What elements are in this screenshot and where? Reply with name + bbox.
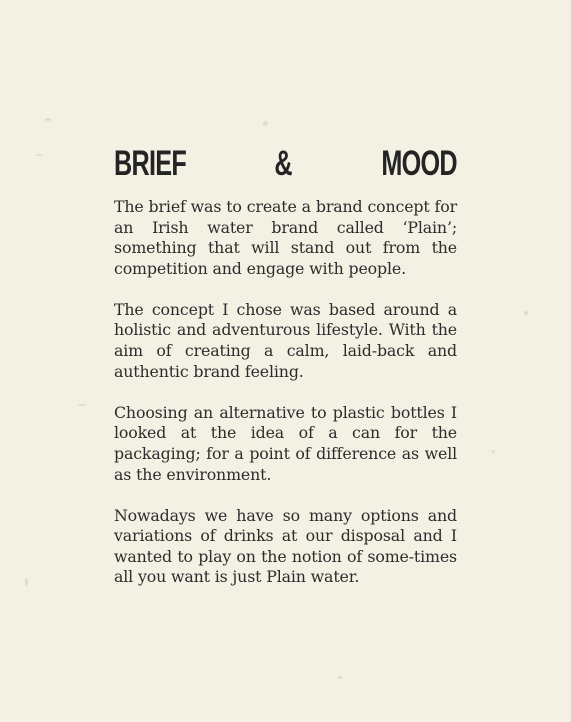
heading-ampersand: &: [274, 144, 292, 183]
paper-speck: [78, 404, 86, 406]
paper-speck: [492, 450, 495, 453]
heading-word-mood: MOOD: [381, 144, 457, 183]
paper-speck: [25, 578, 28, 586]
brief-and-mood-section: [114, 144, 457, 609]
paragraph-notion: Nowadays we have so many options and variations of drinks at our disposal and I wanted to play on the notion of some-times all you want is just Plain water.: [114, 505, 457, 587]
paper-speck: [338, 676, 342, 679]
paragraph-packaging: Choosing an alternative to plastic bottles I looked at the idea of a can for the packaging; for a point of difference as well as the environment.: [114, 402, 457, 484]
paper-speck: [263, 121, 268, 126]
paper-speck: [36, 154, 42, 156]
paper-speck: [524, 311, 528, 315]
section-heading: [114, 144, 457, 183]
paragraph-concept: The concept I chose was based around a holistic and adventurous lifestyle. With the aim of creating a calm, laid-back and authentic brand feeling.: [114, 299, 457, 381]
paper-speck: [45, 118, 51, 121]
paragraph-brief: The brief was to create a brand concept for an Irish water brand called ‘Plain’; something that will stand out from the competition and engage with people.: [114, 197, 457, 278]
heading-word-brief: BRIEF: [114, 144, 186, 183]
